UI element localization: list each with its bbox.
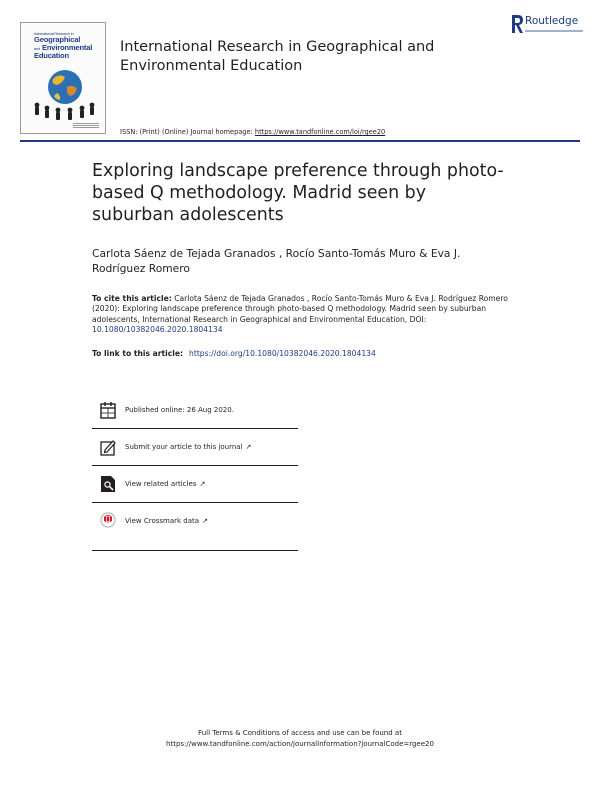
header-divider: [20, 140, 580, 142]
related-articles-link[interactable]: View related articles ↗: [125, 480, 206, 488]
document-search-icon: [100, 475, 116, 493]
cite-text: Carlota Sáenz de Tejada Granados , Rocío Santo-Tomás Muro & Eva J. Rodríguez Romero (2020): Exploring landscape preference through photo-based Q methodology. Madrid seen by suburban adolescents, International Research in Geographical and Environmental Education, DOI:: [92, 294, 508, 324]
calendar-icon: [100, 401, 116, 419]
pencil-icon: [100, 438, 116, 456]
cover-title-line3: and: [34, 46, 41, 51]
crossmark-item[interactable]: [92, 503, 298, 551]
submit-article-link[interactable]: Submit your article to this journal ↗: [125, 443, 252, 451]
journal-homepage-link[interactable]: https://www.tandfonline.com/loi/rgee20: [254, 128, 386, 136]
cover-title-line4: Environmental: [42, 43, 93, 52]
doi-link[interactable]: 10.1080/10382046.2020.1804134: [92, 325, 223, 335]
cover-title-line1: International Research in: [34, 31, 74, 36]
routledge-logo: [510, 13, 590, 39]
publisher-name: Routledge: [525, 15, 579, 27]
journal-cover[interactable]: [20, 22, 106, 134]
terms-link[interactable]: https://www.tandfonline.com/action/journalInformation?journalCode=rgee20: [166, 740, 434, 748]
terms-footer: [100, 728, 500, 750]
issn-text: ISSN: (Print) (Online) Journal homepage:: [120, 128, 253, 136]
published-online-item: [92, 392, 298, 429]
related-articles-item[interactable]: [92, 466, 298, 503]
external-link-icon: ↗: [202, 517, 208, 525]
link-label: To link to this article:: [92, 349, 184, 358]
cover-title-line5: Education: [34, 51, 69, 60]
routledge-r-icon: [510, 13, 524, 35]
article-link-line: [92, 349, 376, 358]
published-date-text: Published online: 26 Aug 2020.: [125, 406, 234, 414]
terms-text: Full Terms & Conditions of access and use can be found at: [198, 729, 402, 737]
cite-label: To cite this article:: [92, 294, 172, 303]
article-url-link[interactable]: https://doi.org/10.1080/10382046.2020.1804134: [189, 349, 376, 358]
citation-block: [92, 294, 522, 336]
globe-illustration: [27, 65, 101, 121]
issn-line: [120, 128, 385, 136]
crossmark-icon: [100, 512, 116, 530]
cover-title: [34, 31, 104, 60]
external-link-icon: ↗: [245, 443, 252, 451]
article-authors: Carlota Sáenz de Tejada Granados , Rocío Santo-Tomás Muro & Eva J. Rodríguez Romero: [92, 247, 461, 275]
publisher-tagline: [525, 30, 583, 32]
external-link-icon: ↗: [199, 480, 206, 488]
article-title: Exploring landscape preference through photo-based Q methodology. Madrid seen by suburban adolescents: [92, 161, 504, 225]
cover-footer-lines: [73, 123, 99, 129]
crossmark-link[interactable]: View Crossmark data ↗: [125, 517, 208, 525]
journal-title: International Research in Geographical and Environmental Education: [120, 39, 435, 74]
submit-article-item[interactable]: [92, 429, 298, 466]
cover-title-line2: Geographical: [34, 35, 81, 44]
